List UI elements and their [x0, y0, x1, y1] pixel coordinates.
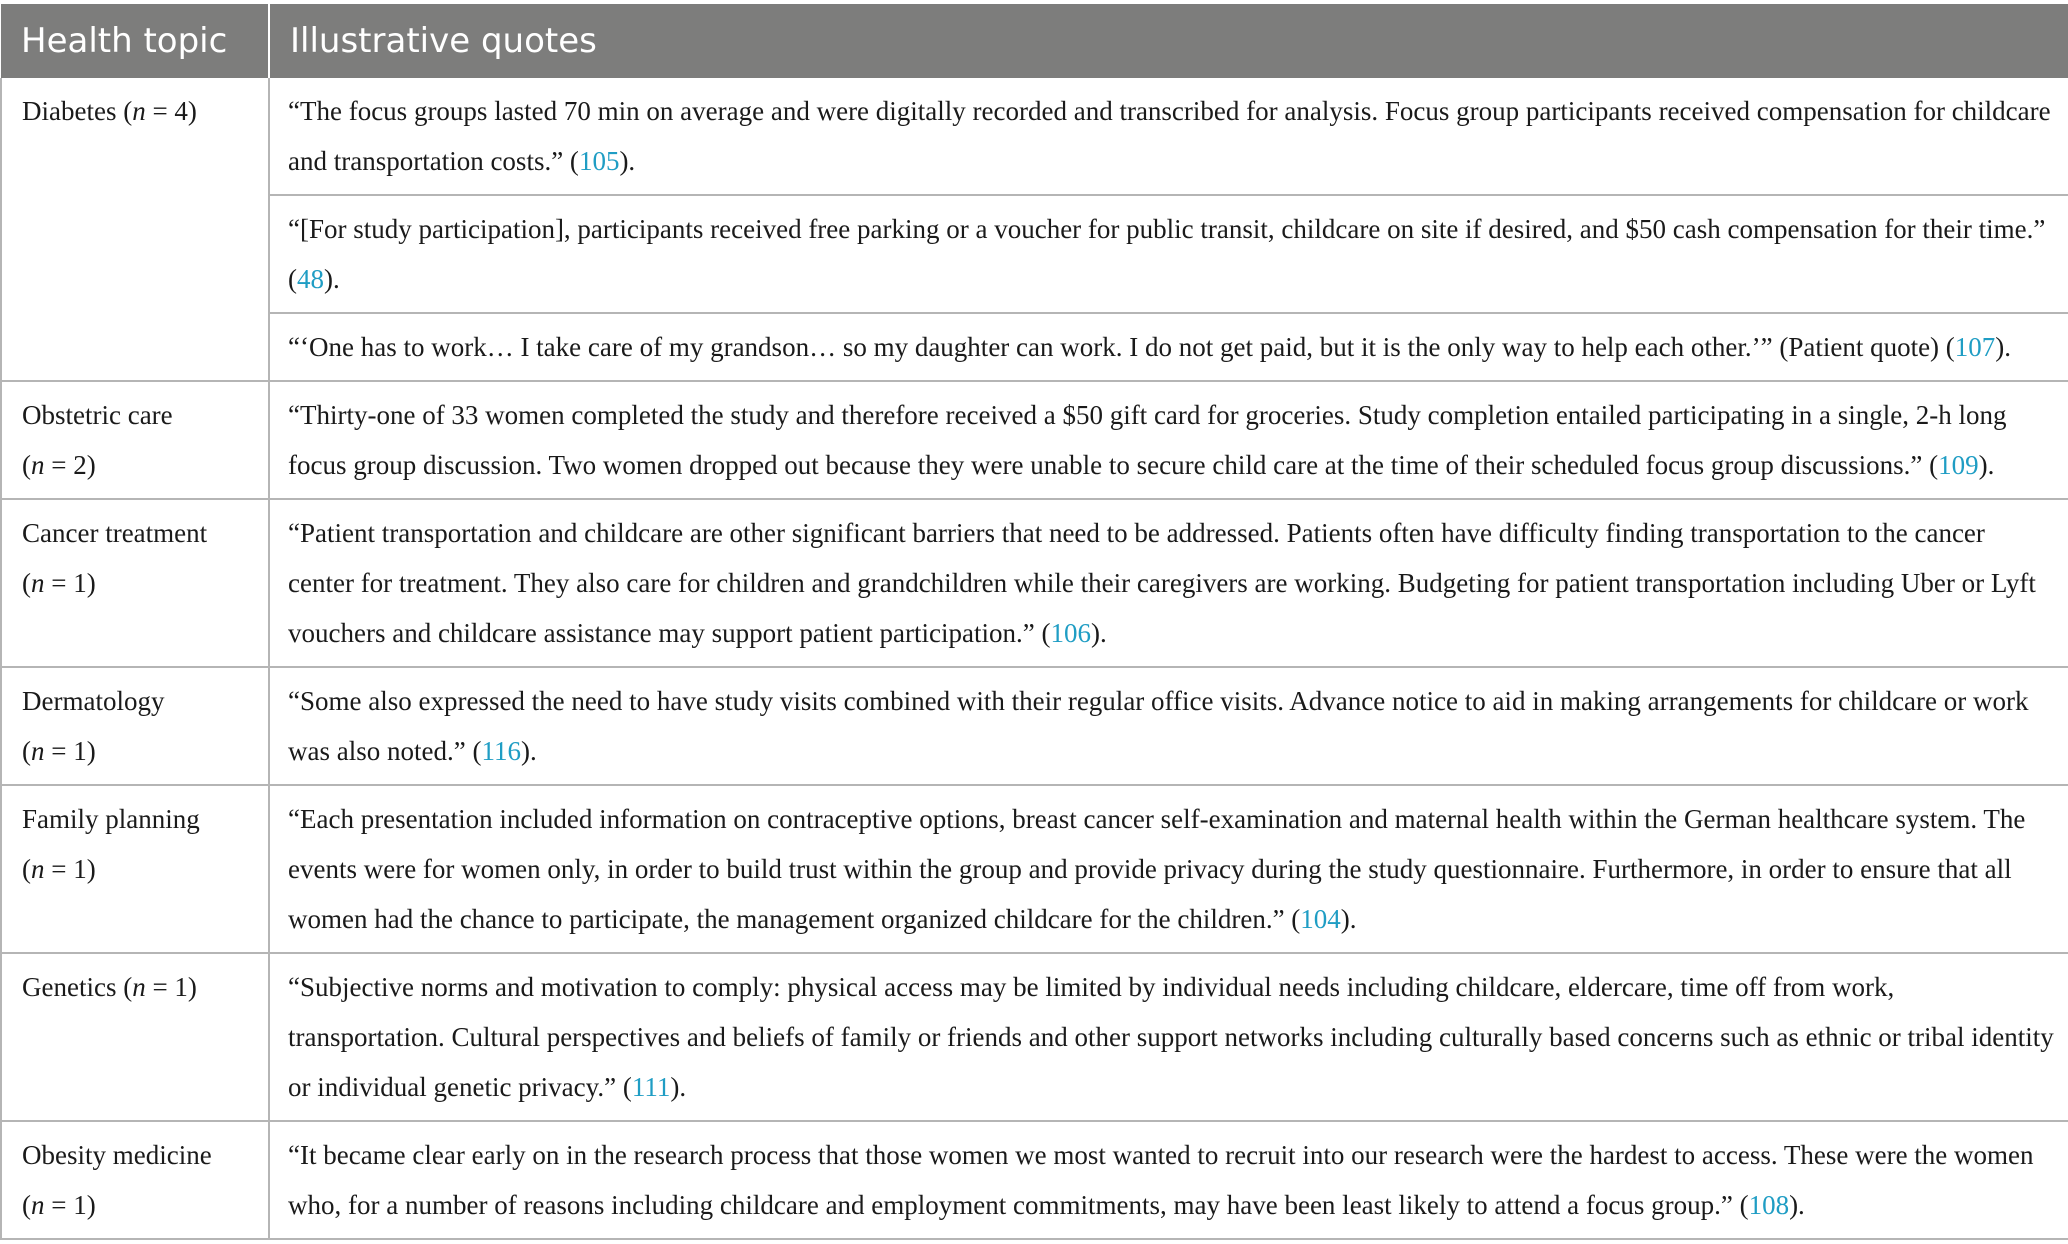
- table-row: [1, 195, 2068, 313]
- reference-link[interactable]: 48: [297, 264, 324, 294]
- reference-link[interactable]: 109: [1938, 450, 1979, 480]
- topic-cell: Obstetric care (n = 2): [1, 381, 269, 499]
- table-row: [1, 313, 2068, 381]
- table-row: [1, 667, 2068, 785]
- quote-cell: “The focus groups lasted 70 min on average and were digitally recorded and transcribed for analysis. Focus group participants received compensation for childcare and transportation costs.” (105).: [269, 78, 2068, 195]
- reference-link[interactable]: 104: [1300, 904, 1341, 934]
- topic-cell: Obesity medicine (n = 1): [1, 1121, 269, 1239]
- table-row: [1, 381, 2068, 499]
- reference-link[interactable]: 116: [481, 736, 521, 766]
- table-row: [1, 953, 2068, 1121]
- reference-link[interactable]: 108: [1748, 1190, 1790, 1220]
- topic-cell: Dermatology (n = 1): [1, 667, 269, 785]
- header-health-topic: Health topic: [1, 4, 269, 78]
- illustrative-quotes-table: [0, 4, 2068, 1240]
- table-row: [1, 785, 2068, 953]
- topic-cell: Diabetes (n = 4): [1, 78, 269, 381]
- quote-cell: “‘One has to work… I take care of my grandson… so my daughter can work. I do not get paid, but it is the only way to help each other.’” (Patient quote) (107).: [269, 313, 2068, 381]
- quote-cell: “Subjective norms and motivation to comply: physical access may be limited by individual needs including childcare, eldercare, time off from work, transportation. Cultural perspectives and beliefs of family or friends and other support networks including culturally based concerns such as ethnic or tribal identity or individual genetic privacy.” (111).: [269, 953, 2068, 1121]
- reference-link[interactable]: 106: [1050, 618, 1091, 648]
- quote-cell: “[For study participation], participants received free parking or a voucher for public transit, childcare on site if desired, and $50 cash compensation for their time.” (48).: [269, 195, 2068, 313]
- reference-link[interactable]: 105: [578, 146, 620, 176]
- quote-cell: “Some also expressed the need to have study visits combined with their regular office visits. Advance notice to aid in making arrangements for childcare or work was also noted.” (116).: [269, 667, 2068, 785]
- table-header-row: [1, 4, 2068, 78]
- table-row: [1, 1121, 2068, 1239]
- quote-cell: “Thirty-one of 33 women completed the study and therefore received a $50 gift card for groceries. Study completion entailed participating in a single, 2-h long focus group discussion. Two women dropped out because they were unable to secure child care at the time of their scheduled focus group discussions.” (109).: [269, 381, 2068, 499]
- quote-cell: “It became clear early on in the research process that those women we most wanted to recruit into our research were the hardest to access. These were the women who, for a number of reasons including childcare and employment commitments, may have been least likely to attend a focus group.” (108).: [269, 1121, 2068, 1239]
- reference-link[interactable]: 111: [631, 1072, 671, 1102]
- topic-cell: Cancer treatment (n = 1): [1, 499, 269, 667]
- reference-link[interactable]: 107: [1954, 332, 1996, 362]
- table-row: [1, 78, 2068, 195]
- table-row: [1, 499, 2068, 667]
- topic-cell: Genetics (n = 1): [1, 953, 269, 1121]
- header-illustrative-quotes: Illustrative quotes: [269, 4, 2068, 78]
- topic-cell: Family planning (n = 1): [1, 785, 269, 953]
- quote-cell: “Patient transportation and childcare are other significant barriers that need to be addressed. Patients often have difficulty finding transportation to the cancer center for treatment. They also care for children and grandchildren while their caregivers are working. Budgeting for patient transportation including Uber or Lyft vouchers and childcare assistance may support patient participation.” (106).: [269, 499, 2068, 667]
- quote-cell: “Each presentation included information on contraceptive options, breast cancer self-examination and maternal health within the German healthcare system. The events were for women only, in order to build trust within the group and provide privacy during the study questionnaire. Furthermore, in order to ensure that all women had the chance to participate, the management organized childcare for the children.” (104).: [269, 785, 2068, 953]
